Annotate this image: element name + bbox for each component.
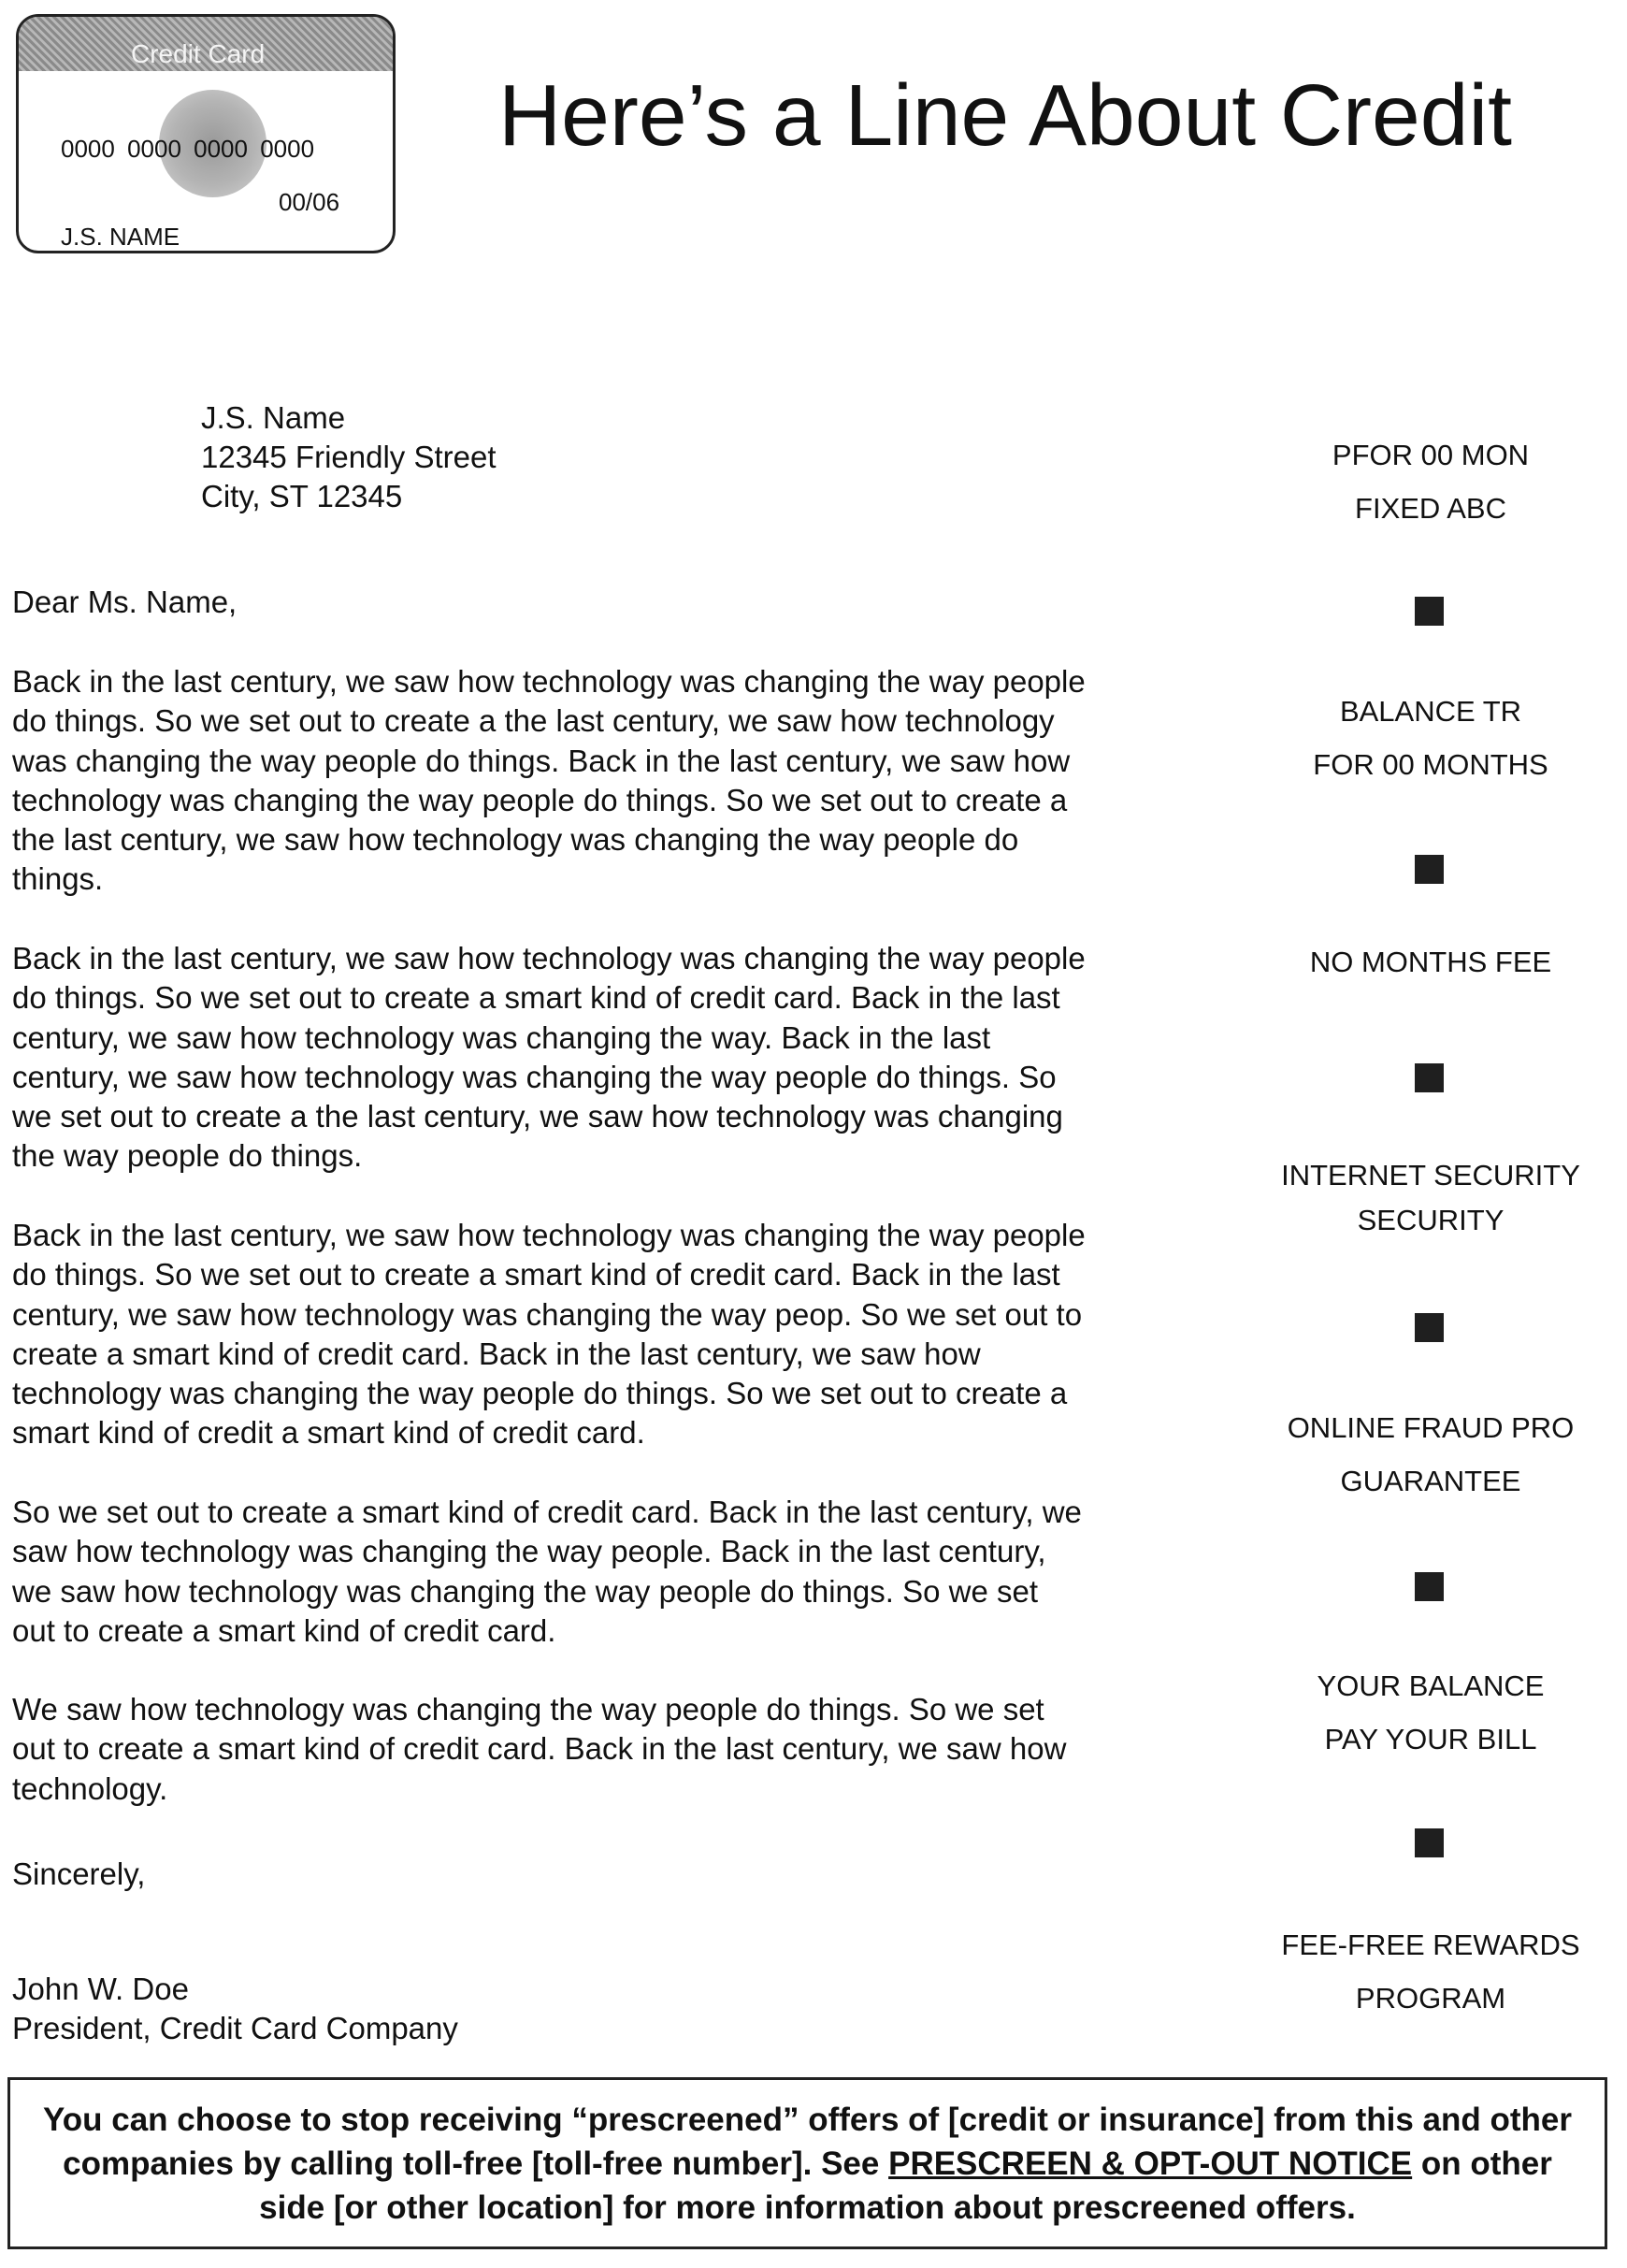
benefit-label: ONLINE FRAUD PRO [1287,1411,1575,1444]
address-name: J.S. Name [201,400,346,435]
benefit-label: FIXED ABC [1355,492,1506,525]
square-bullet-icon [1415,1063,1444,1092]
benefit-label: GUARANTEE [1340,1465,1521,1497]
benefit-item [1244,1401,1618,1508]
opt-out-notice-link[interactable]: PRESCREEN & OPT-OUT NOTICE [888,2145,1413,2182]
paragraph-line: smart kind of credit a smart kind of credit card. [12,1415,645,1451]
benefit-label: FEE-FREE REWARDS [1281,1929,1580,1961]
paragraph-line: century, we saw how technology was changing the way peop. So we set out to [12,1296,1083,1332]
letter-paragraph [12,1493,1190,1651]
benefit-label: NO MONTHS FEE [1309,946,1552,978]
benefit-item [1244,1153,1618,1243]
letter-paragraph [12,939,1190,1177]
page-title: Here’s a Line About Credit [498,66,1512,164]
card-label: Credit Card [131,39,266,68]
paragraph-line: technology was changing the way people do things. So we set out to create a [12,782,1068,817]
paragraph-line: the last century, we saw how technology was changing the way people do [12,822,1019,858]
card-holder-name: J.S. NAME [61,223,180,251]
square-bullet-icon [1415,1828,1444,1857]
paragraph-line: We saw how technology was changing the way people do things. So we set [12,1692,1044,1726]
letter-paragraph [12,1690,1190,1809]
signer-name: John W. Doe [12,1972,189,2006]
letter-paragraph [12,1216,1190,1453]
square-bullet-icon [1415,1313,1444,1342]
signer-title: President, Credit Card Company [12,2011,458,2046]
square-bullet-icon [1415,855,1444,884]
paragraph-line: century, we saw how technology was changing the way. Back in the last [12,1019,991,1055]
benefit-item [1244,1918,1618,2025]
benefit-label: SECURITY [1357,1204,1505,1236]
paragraph-line: So we set out to create a smart kind of credit card. Back in the last century, we [12,1495,1082,1529]
benefit-label: BALANCE TR [1339,695,1522,728]
benefit-item [1244,1659,1618,1766]
closing: Sincerely, [12,1856,146,1891]
benefit-label: YOUR BALANCE [1317,1669,1545,1702]
paragraph-line: out to create a smart kind of credit card. [12,1612,556,1648]
benefit-label: INTERNET SECURITY [1281,1159,1580,1192]
paragraph-line: century, we saw how technology was changing the way people do things. So [12,1059,1057,1094]
card-number: 0000 0000 0000 0000 [61,135,315,163]
paragraph-line: was changing the way people do things. Back in the last century, we saw how [12,743,1071,778]
paragraph-line: we set out to create a the last century, we saw how technology was changing [12,1099,1063,1134]
benefit-item [1244,685,1618,791]
benefit-item [1244,428,1618,535]
square-bullet-icon [1415,1572,1444,1601]
benefit-label: PFOR 00 MON [1332,439,1530,471]
prescreen-notice [7,2077,1607,2249]
paragraph-line: do things. So we set out to create a the last century, we saw how technology [12,703,1055,739]
recipient-address [201,398,497,516]
paragraph-line: Back in the last century, we saw how technology was changing the way people [12,1218,1086,1252]
notice-text-start: You can choose to stop receiving “prescreened” offers of [credit or insurance] from this and other companies by calling toll-free [toll-free number]. See [43,2101,1572,2182]
paragraph-line: the way people do things. [12,1138,363,1174]
paragraph-line: we saw how technology was changing the way people do things. So we set [12,1573,1039,1609]
salutation: Dear Ms. Name, [12,585,238,619]
benefit-label: PROGRAM [1355,1982,1506,2015]
paragraph-line: Back in the last century, we saw how technology was changing the way people [12,664,1086,699]
signature-block [12,1970,1190,2049]
paragraph-line: technology was changing the way people do things. So we set out to create a [12,1376,1068,1411]
square-bullet-icon [1415,597,1444,626]
notice-text [10,2098,1605,2230]
letter-paragraph [12,662,1190,900]
paragraph-line: create a smart kind of credit card. Back in the last century, we saw how [12,1336,981,1371]
benefit-label: PAY YOUR BILL [1324,1723,1537,1755]
paragraph-line: out to create a smart kind of credit card. Back in the last century, we saw how [12,1731,1067,1767]
address-street: 12345 Friendly Street [201,440,497,474]
paragraph-line: Back in the last century, we saw how technology was changing the way people [12,941,1086,975]
paragraph-line: do things. So we set out to create a smart kind of credit card. Back in the last [12,1257,1060,1293]
credit-card-illustration [16,14,396,253]
benefit-label: FOR 00 MONTHS [1313,748,1548,781]
card-expiry: 00/06 [279,188,340,216]
benefit-item [1244,935,1618,989]
paragraph-line: things. [12,861,104,897]
notice-text-end: on other side [or other location] for more information about prescreened offers. [259,2145,1552,2226]
paragraph-line: do things. So we set out to create a smart kind of credit card. Back in the last [12,980,1060,1016]
paragraph-line: technology. [12,1770,168,1806]
address-city: City, ST 12345 [201,479,403,513]
paragraph-line: saw how technology was changing the way people. Back in the last century, [12,1534,1046,1569]
